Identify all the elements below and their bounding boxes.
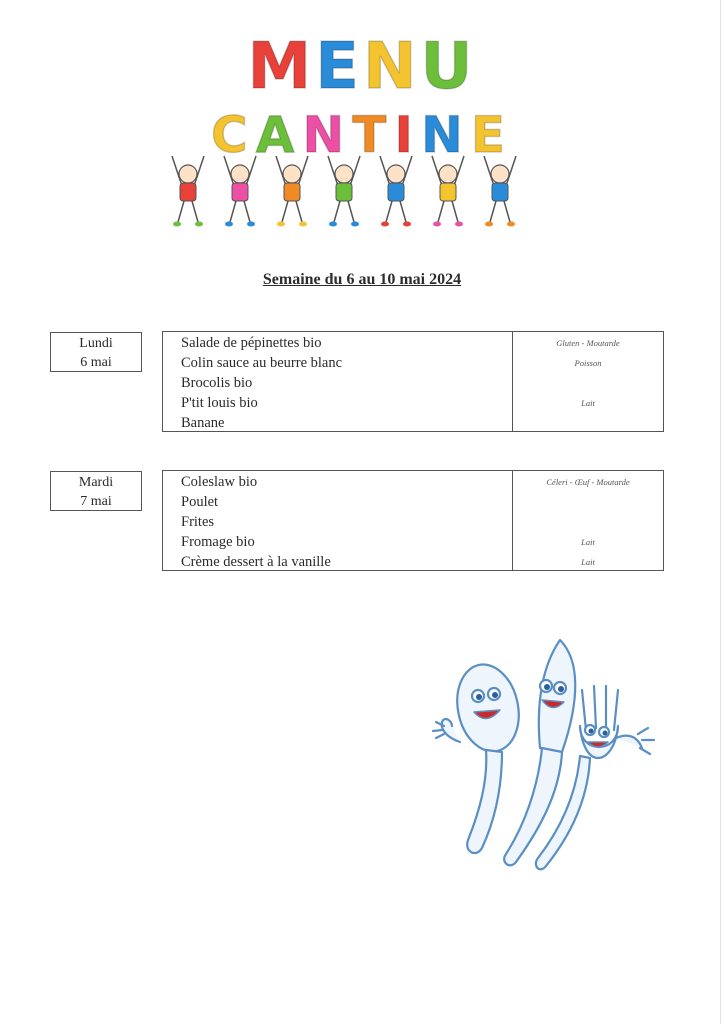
- child-figure-icon: [432, 156, 464, 227]
- title-letter: E: [470, 106, 513, 164]
- menu-table-lundi: [162, 331, 664, 432]
- spoon-character-icon: [433, 659, 526, 853]
- dish-item: Salade de pépinettes bio: [181, 335, 322, 351]
- title-menu: [0, 30, 724, 104]
- allergen-note: Céleri - Œuf - Moutarde: [546, 477, 630, 487]
- day-date: 6 mai: [80, 355, 112, 370]
- dish-item: Crème dessert à la vanille: [181, 554, 331, 570]
- title-letter: M: [247, 30, 316, 104]
- title-letter: T: [352, 106, 395, 164]
- allergen-note: Poisson: [574, 358, 602, 368]
- allergen-note: [513, 373, 663, 393]
- child-figure-icon: [172, 156, 204, 227]
- week-heading: Semaine du 6 au 10 mai 2024: [262, 271, 462, 288]
- dish-item: P'tit louis bio: [181, 395, 258, 411]
- child-figure-icon: [380, 156, 412, 227]
- child-figure-icon: [328, 156, 360, 227]
- title-letter: E: [315, 30, 363, 104]
- allergen-note: [513, 413, 663, 433]
- dish-item: Banane: [181, 415, 225, 431]
- title-letter: I: [394, 106, 421, 164]
- allergen-note: Lait: [581, 398, 595, 408]
- child-figure-icon: [224, 156, 256, 227]
- day-name: Lundi: [79, 336, 113, 351]
- allergen-note: [513, 512, 663, 532]
- menu-table-mardi: [162, 470, 664, 571]
- dish-item: Poulet: [181, 494, 219, 510]
- child-figure-icon: [484, 156, 516, 227]
- child-figure-icon: [276, 156, 308, 227]
- dish-item: Fromage bio: [181, 534, 255, 550]
- day-label-lundi: [50, 332, 142, 372]
- day-date: 7 mai: [80, 494, 112, 509]
- cutlery-characters-illustration: [430, 630, 660, 875]
- title-letter: N: [420, 106, 471, 164]
- title-letter: A: [255, 106, 303, 164]
- dish-item: Colin sauce au beurre blanc: [181, 355, 343, 371]
- allergen-note: Lait: [581, 537, 595, 547]
- dish-item: Frites: [181, 514, 215, 530]
- dish-item: Brocolis bio: [181, 375, 253, 391]
- title-letter: U: [420, 30, 477, 104]
- dish-item: Coleslaw bio: [181, 474, 258, 490]
- day-label-mardi: [50, 471, 142, 511]
- allergen-note: Gluten - Moutarde: [556, 338, 620, 348]
- day-name: Mardi: [78, 475, 114, 490]
- title-letter: N: [362, 30, 421, 104]
- title-letter: N: [302, 106, 353, 164]
- allergen-note: Lait: [581, 557, 595, 567]
- children-group-illustration: [163, 150, 525, 230]
- title-letter: C: [211, 106, 256, 164]
- allergen-note: [513, 492, 663, 512]
